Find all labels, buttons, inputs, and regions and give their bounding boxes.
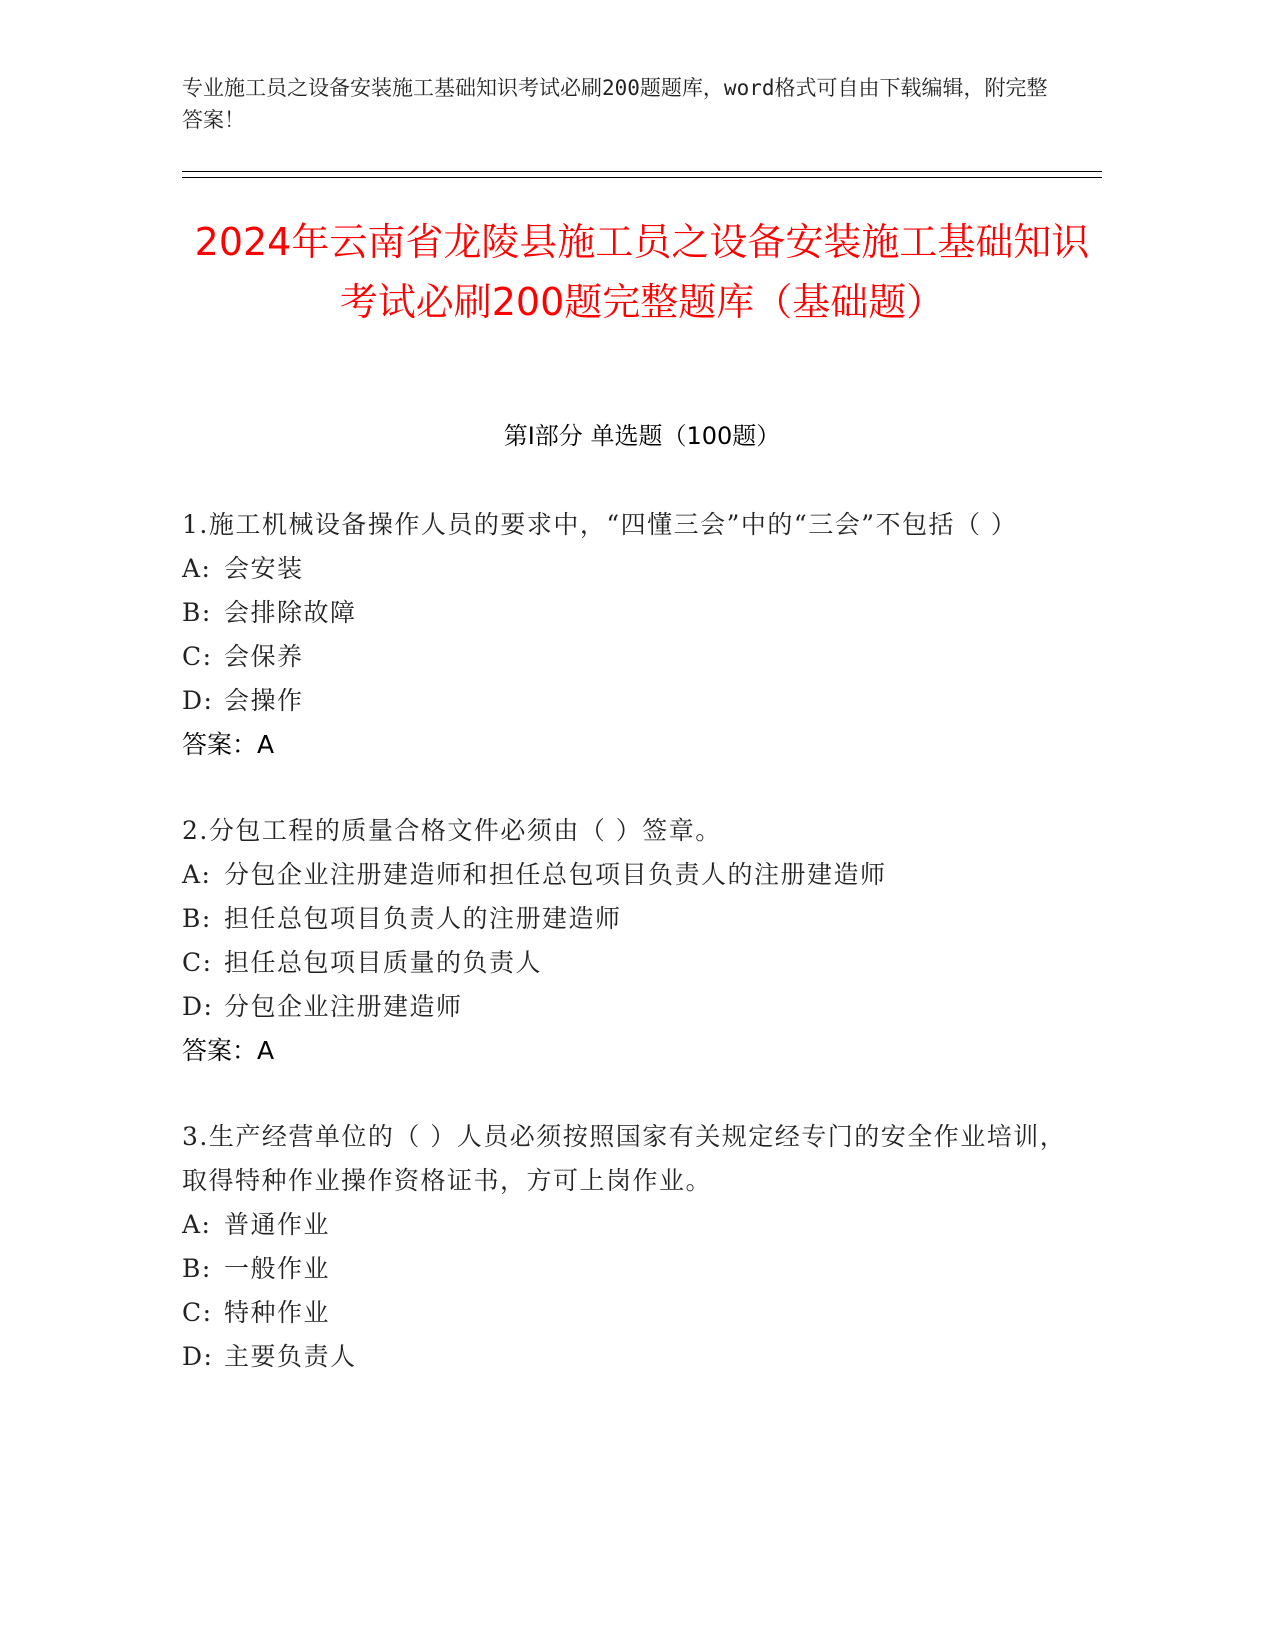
question-text: 2.分包工程的质量合格文件必须由（ ）签章。 (182, 816, 722, 845)
option-a (182, 547, 1082, 591)
option-text: 会安装 (224, 554, 304, 583)
option-c (182, 635, 1082, 679)
option-b (182, 1247, 1082, 1291)
question-text: 1.施工机械设备操作人员的要求中，“四懂三会”中的“三会”不包括（ ） (182, 510, 1018, 539)
option-text: 特种作业 (224, 1298, 331, 1327)
option-key: D: (182, 686, 214, 715)
option-key: A: (182, 1210, 212, 1239)
option-key: C: (182, 1298, 213, 1327)
option-text: 担任总包项目质量的负责人 (224, 948, 543, 977)
question-item (182, 1115, 1082, 1379)
option-key: C: (182, 948, 213, 977)
question-item (182, 503, 1082, 767)
option-key: D: (182, 992, 214, 1021)
option-text: 一般作业 (224, 1254, 331, 1283)
option-key: A: (182, 554, 212, 583)
option-text: 普通作业 (224, 1210, 331, 1239)
question-item (182, 809, 1082, 1073)
option-key: B: (182, 904, 212, 933)
option-text: 会排除故障 (224, 598, 357, 627)
option-key: D: (182, 1342, 214, 1371)
answer-line: 答案：A (182, 730, 275, 759)
option-b (182, 591, 1082, 635)
option-text: 担任总包项目负责人的注册建造师 (224, 904, 622, 933)
option-text: 会操作 (224, 686, 304, 715)
option-c (182, 1291, 1082, 1335)
option-key: A: (182, 860, 212, 889)
option-key: B: (182, 598, 212, 627)
document-title: 2024年云南省龙陵县施工员之设备安装施工基础知识考试必刷200题完整题库（基础题） (194, 220, 1090, 324)
option-c (182, 941, 1082, 985)
question-text: 3.生产经营单位的（ ）人员必须按照国家有关规定经专门的安全作业培训，取得特种作业操作资格证书，方可上岗作业。 (182, 1122, 1067, 1195)
header-divider-thin (182, 177, 1102, 178)
option-d (182, 985, 1082, 1029)
option-text: 分包企业注册建造师 (224, 992, 463, 1021)
option-b (182, 897, 1082, 941)
option-text: 分包企业注册建造师和担任总包项目负责人的注册建造师 (224, 860, 887, 889)
answer-line: 答案：A (182, 1036, 275, 1065)
option-a (182, 853, 1082, 897)
section-title: 第I部分 单选题（100题） (503, 422, 781, 450)
header-divider-thick (182, 171, 1102, 172)
option-key: C: (182, 642, 213, 671)
option-a (182, 1203, 1082, 1247)
option-text: 主要负责人 (224, 1342, 357, 1371)
option-text: 会保养 (224, 642, 304, 671)
option-d (182, 1335, 1082, 1379)
header-note: 专业施工员之设备安装施工基础知识考试必刷200题题库，word格式可自由下载编辑，附完整答案！ (182, 76, 1048, 132)
option-key: B: (182, 1254, 212, 1283)
option-d (182, 679, 1082, 723)
question-list (182, 503, 1082, 1421)
